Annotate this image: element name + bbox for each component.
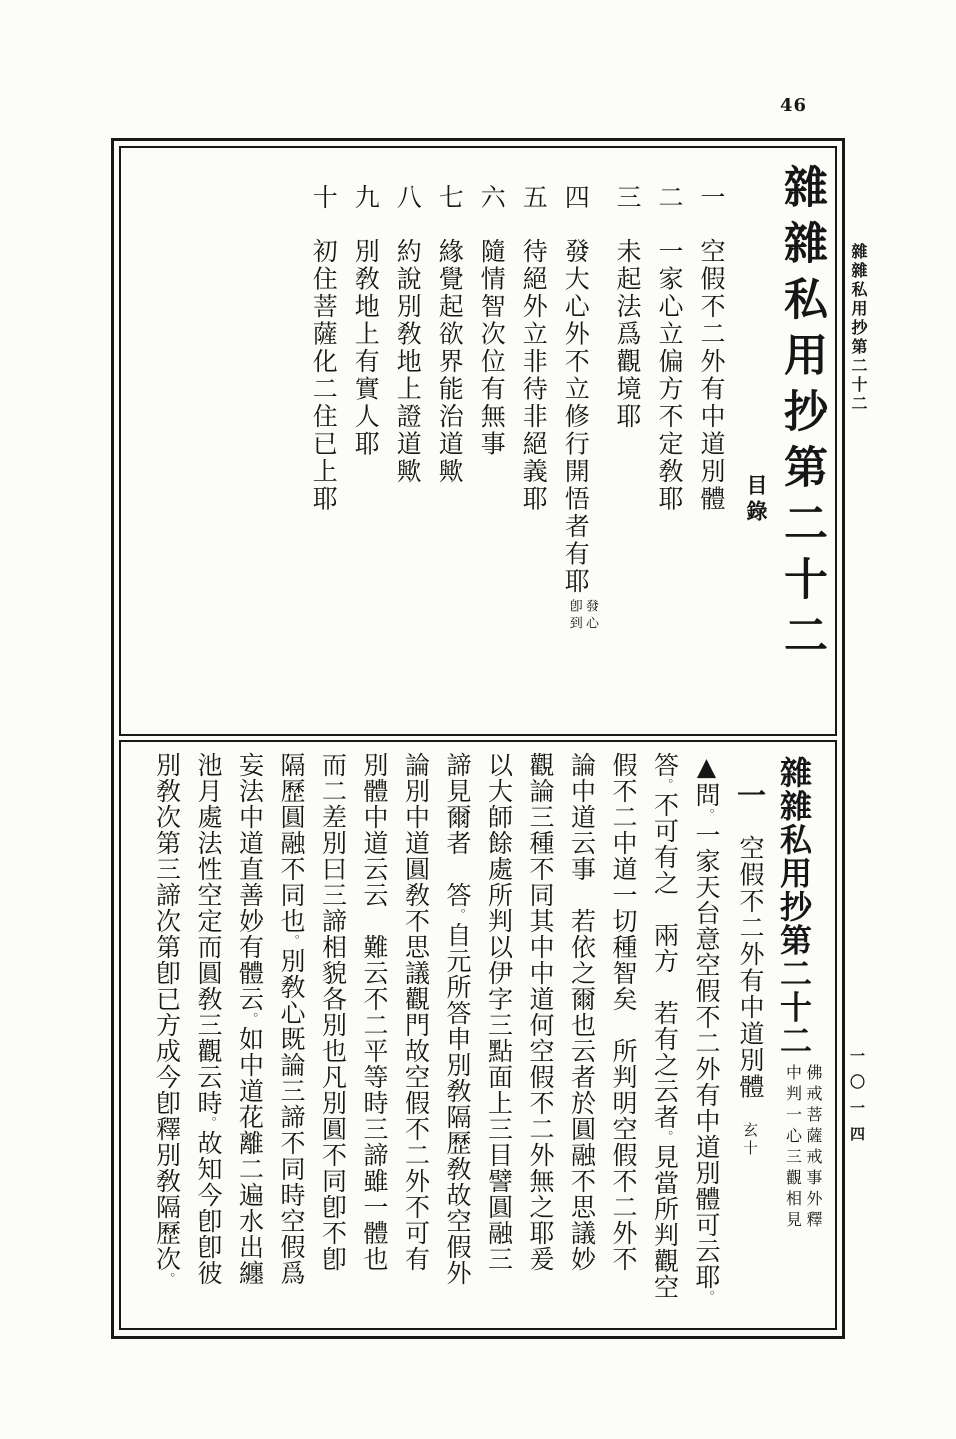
toc-item-number: 二 (655, 184, 684, 212)
toc-item-text: 未起法爲觀境耶 (613, 237, 642, 430)
toc-item-number: 七 (435, 184, 465, 212)
text-column: 論中道云事 若依之爾也云者於圓融不思議妙 (567, 752, 597, 1272)
toc-item (563, 154, 598, 730)
heading-column (733, 748, 768, 1324)
body-title-warichu-note: 佛戒菩薩戒事外釋中判一心三觀相見 (783, 1063, 823, 1232)
heading-number: 一 (733, 780, 768, 811)
text-column: 觀論三種不同其中中道何空假不二外無之耶爰 (526, 752, 556, 1272)
text-column: 別體中道云云 難云不二平等時三諦雖一體也 (360, 752, 390, 1272)
text-column: 以大師餘處所判以伊字三點面上三目譬圓融三 (484, 752, 514, 1272)
heading-source-note: 玄十 (741, 1121, 760, 1158)
toc-item-text: 約說別敎地上證道歟 (393, 237, 423, 485)
toc-item-number: 九 (351, 184, 381, 212)
toc-section (119, 146, 837, 736)
heading-text: 空假不二外有中道別體 (736, 834, 766, 1100)
margin-running-title: 雜雜私用抄第二十二 (849, 243, 868, 414)
toc-item (309, 154, 339, 730)
toc-item-number: 十 (309, 184, 339, 212)
margin-page-number: 一〇一四 (848, 1048, 866, 1152)
body-vertical-flow (121, 742, 835, 1328)
toc-item-text: 緣覺起欲界能治道歟 (435, 237, 465, 485)
body-section (119, 740, 837, 1330)
toc-item-number: 三 (613, 184, 642, 212)
text-column: 論別中道圓敎不思議觀門故空假不二外不可有 (401, 752, 431, 1272)
toc-item-warichu-note: 發心卽到 (566, 599, 598, 633)
text-column: ▲問。一家天台意空假不二外有中道別體可云耶。 (692, 752, 722, 1304)
text-column: 假不二中道一切種智矣 所判明空假不二外不 (609, 752, 639, 1272)
toc-item-number: 一 (697, 184, 726, 212)
body-title (775, 748, 823, 1324)
toc-item-number: 八 (393, 184, 423, 212)
toc-item (435, 154, 465, 730)
toc-item (657, 154, 682, 730)
toc-item-text: 別敎地上有實人耶 (351, 237, 381, 458)
text-column: 而二差別曰三諦相貌各別也凡別圓不同卽不卽 (318, 752, 348, 1272)
toc-item (477, 154, 507, 730)
toc-item-number: 四 (561, 184, 591, 212)
text-column: 隔歷圓融不同也。別敎心既論三諦不同時空假爲 (277, 752, 307, 1286)
text-column: 妄法中道直善妙有體云。如中道花離二遍水出纏 (235, 752, 265, 1286)
toc-item (393, 154, 423, 730)
text-column: 諦見爾者 答。自元所答申別敎隔歷敎故空假外 (443, 752, 473, 1286)
text-column: 答。不可有之 兩方 若有之云者。見當所判觀空 (650, 752, 680, 1300)
body-title-text: 雜雜私用抄第二十二 (775, 756, 814, 1058)
toc-item (351, 154, 381, 730)
toc-item (699, 154, 724, 730)
toc-item-number: 六 (477, 184, 507, 212)
toc-item-text: 一家心立偏方不定敎耶 (655, 237, 684, 513)
toc-item (519, 154, 549, 730)
toc-item (615, 154, 640, 730)
toc-vertical-flow (121, 148, 835, 734)
toc-item-text: 空假不二外有中道別體 (697, 237, 726, 513)
text-frame (111, 138, 845, 1339)
toc-item-number: 五 (519, 184, 549, 212)
toc-item-text: 發大心外不立修行開悟者有耶 (561, 237, 591, 595)
toc-subtitle: 目錄 (744, 474, 769, 526)
toc-item-text: 初住菩薩化二住已上耶 (309, 237, 339, 513)
folio-number: 46 (780, 95, 808, 116)
text-column: 池月處法性空定而圓敎三觀云時。故知今卽卽彼 (194, 752, 224, 1286)
toc-item-text: 待絕外立非待非絕義耶 (519, 237, 549, 513)
toc-title: 雜雜私用抄第二十二 (776, 164, 827, 668)
text-column: 別敎次第三諦次第卽已方成今卽釋別敎隔歷次。 (152, 752, 182, 1286)
toc-item-text: 隨情智次位有無事 (477, 237, 507, 458)
